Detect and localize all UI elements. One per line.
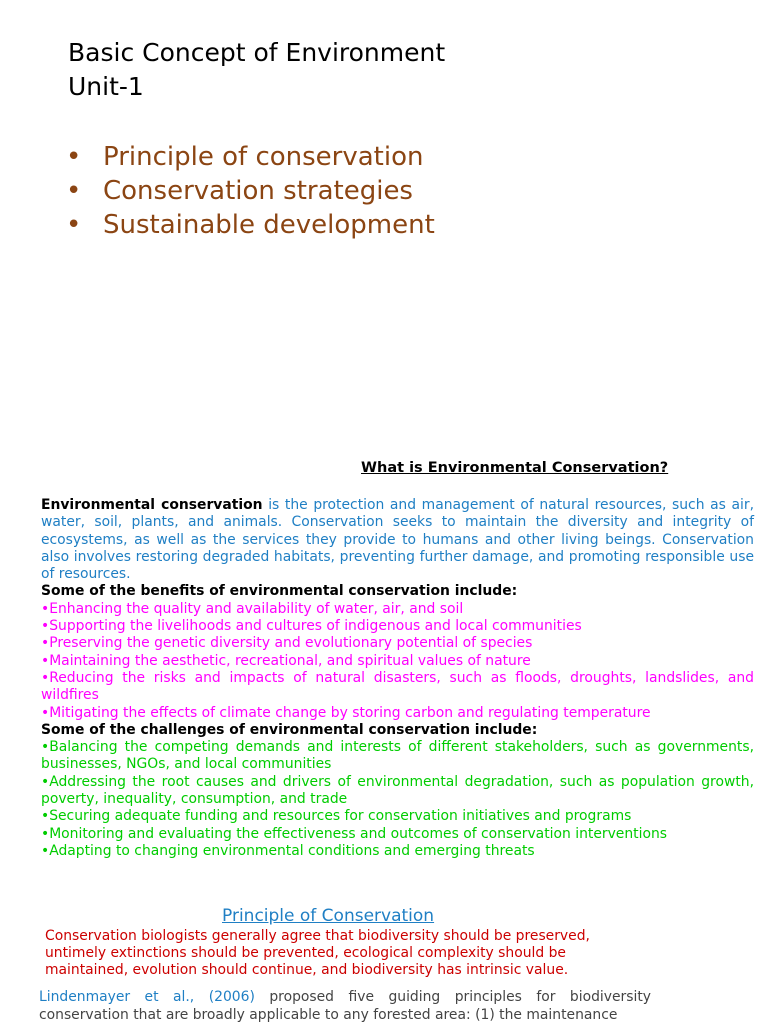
principle-heading: Principle of Conservation [222,906,435,926]
challenge-item: •Monitoring and evaluating the effectiveness and outcomes of conservation interventions [41,825,667,842]
summary-line: Conservation biologists generally agree that biodiversity should be preserved, [45,928,590,944]
topic-label: Conservation strategies [103,176,413,206]
definition-paragraph [41,497,754,583]
summary-line: maintained, evolution should continue, and biodiversity has intrinsic value. [45,962,569,978]
topic-item [66,208,435,242]
benefits-heading: Some of the benefits of environmental conservation include: [41,583,518,600]
citation-link[interactable]: Lindenmayer et al., (2006) [39,989,255,1005]
benefit-item: •Preserving the genetic diversity and evolutionary potential of species [41,635,533,652]
title-line-2: Unit-1 [68,72,144,101]
definition-text: is the protection and management of natural resources, such as air, water, soil, plants, and animals. Conservation seeks to maintain the diversity and integrity of ecosystems, as well as the services they provide to humans and other living beings. Conservation also involves restoring degraded habitats, preventing further damage, and promoting responsible use of resources. [41,497,754,583]
benefit-item: •Maintaining the aesthetic, recreational, and spiritual values of nature [41,652,531,669]
citation-text: proposed five guiding principles for biodiversity conservation that are broadly applicable to any forested area: (1) the maintenance [39,989,651,1023]
topic-item [66,174,435,208]
topic-label: Sustainable development [103,210,435,240]
principle-summary [45,928,625,979]
definition-term: Environmental conservation [41,497,263,513]
challenges-heading: Some of the challenges of environmental conservation include: [41,721,538,738]
benefit-item: •Enhancing the quality and availability of water, air, and soil [41,600,464,617]
benefit-item: •Mitigating the effects of climate change by storing carbon and regulating temperature [41,704,651,721]
bullet-icon: • [66,210,82,240]
conservation-heading: What is Environmental Conservation? [361,460,669,476]
bullet-icon: • [66,142,82,172]
lindenmayer-paragraph [39,989,651,1024]
challenge-item: •Adapting to changing environmental conditions and emerging threats [41,842,535,859]
topic-list [66,140,435,242]
bullet-icon: • [66,176,82,206]
challenge-item: •Securing adequate funding and resources for conservation initiatives and programs [41,808,632,825]
topic-item [66,140,435,174]
challenge-item: •Balancing the competing demands and interests of different stakeholders, such as governments, businesses, NGOs, and local communities [41,739,754,773]
summary-line: untimely extinctions should be prevented, ecological complexity should be [45,945,566,961]
conservation-body [41,497,754,860]
benefit-item: •Supporting the livelihoods and cultures of indigenous and local communities [41,618,582,635]
title-line-1: Basic Concept of Environment [68,38,446,67]
challenge-item: •Addressing the root causes and drivers of environmental degradation, such as population growth, poverty, inequality, consumption, and trade [41,773,754,808]
benefit-item: •Reducing the risks and impacts of natural disasters, such as floods, droughts, landslides, and wildfires [41,669,754,704]
slide-title [68,36,445,104]
topic-label: Principle of conservation [103,142,424,172]
